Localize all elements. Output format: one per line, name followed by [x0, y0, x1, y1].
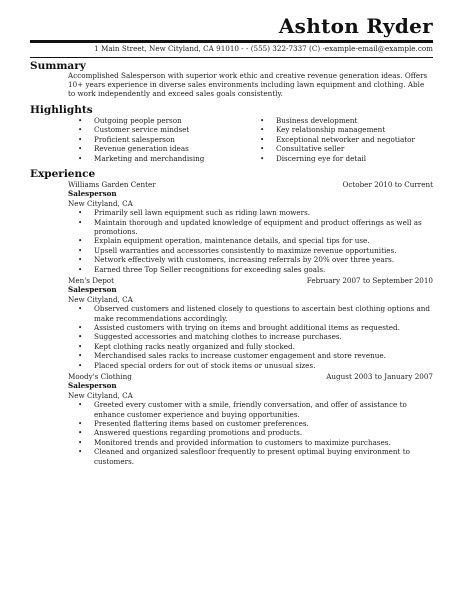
summary-block — [68, 71, 433, 98]
job-bullet: • Greeted every customer with a smile, friendly conversation, and offer of assistance to enhance customer experience and buying opportunities. — [68, 400, 433, 419]
contact-line: 1 Main Street, New Cityland, CA 91010 - - (555) 322-7337 (C) -example-email@example.com — [94, 44, 433, 53]
highlight-item: • Customer service mindset — [68, 125, 204, 134]
highlight-item: • Revenue generation ideas — [68, 144, 204, 153]
highlight-item: • Proficient salesperson — [68, 135, 204, 144]
job-bullet: • Placed special orders for out of stock items or unusual sizes. — [68, 361, 433, 370]
header-rule-thin — [30, 57, 433, 58]
job-bullet: • Maintain thorough and updated knowledge of equipment and product offerings as well as promotions. — [68, 218, 433, 237]
job-location: New Cityland, CA — [68, 390, 133, 400]
job-dates: August 2003 to January 2007 — [326, 372, 433, 381]
job-company: Men's Depot — [68, 276, 115, 285]
job-location: New Cityland, CA — [68, 198, 133, 208]
highlight-item: • Marketing and merchandising — [68, 154, 204, 163]
job-entry — [68, 276, 433, 370]
job-position: Salesperson — [68, 285, 117, 295]
job-company: Moody's Clothing — [68, 372, 132, 381]
candidate-name: Ashton Ryder — [278, 14, 433, 38]
job-bullet: • Explain equipment operation, maintenance details, and special tips for use. — [68, 236, 433, 245]
highlight-item: • Business development — [250, 116, 415, 125]
job-position: Salesperson — [68, 381, 117, 391]
highlight-item: • Consultative seller — [250, 144, 415, 153]
job-bullets — [68, 208, 433, 274]
job-entry — [68, 372, 433, 466]
job-bullets — [68, 400, 433, 466]
job-position: Salesperson — [68, 189, 117, 199]
job-bullet: • Presented flattering items based on customer preferences. — [68, 419, 433, 428]
highlight-item: • Outgoing people person — [68, 116, 204, 125]
job-bullet: • Monitored trends and provided information to customers to maximize purchases. — [68, 438, 433, 447]
job-bullet: • Observed customers and listened closely to questions to ascertain best clothing options and make recommendations accordingly. — [68, 304, 433, 323]
highlights-heading: Highlights — [30, 104, 93, 116]
highlights-left-column — [68, 116, 204, 163]
header-rule-thick — [30, 40, 433, 43]
highlights-right-column — [250, 116, 415, 163]
job-company: Williams Garden Center — [68, 180, 156, 189]
highlight-item: • Key relationship management — [250, 125, 415, 134]
job-bullet: • Earned three Top Seller recognitions for exceeding sales goals. — [68, 265, 433, 274]
job-bullet: • Assisted customers with trying on items and brought additional items as requested. — [68, 323, 433, 332]
job-dates: October 2010 to Current — [342, 180, 433, 189]
job-bullet: • Suggested accessories and matching clothes to increase purchases. — [68, 332, 433, 341]
summary-heading: Summary — [30, 60, 86, 72]
highlight-item: • Discerning eye for detail — [250, 154, 415, 163]
job-bullet: • Kept clothing racks neatly organized and fully stocked. — [68, 342, 433, 351]
job-bullet: • Upsell warranties and accessories consistently to maximize revenue opportunities. — [68, 246, 433, 255]
highlights-block — [68, 116, 433, 166]
job-bullet: • Merchandised sales racks to increase customer engagement and store revenue. — [68, 351, 433, 360]
job-bullet: • Cleaned and organized salesfloor frequently to present optimal buying environment to customers. — [68, 447, 433, 466]
highlight-item: • Exceptional networker and negotiator — [250, 135, 415, 144]
job-bullet: • Network effectively with customers, increasing referrals by 20% over three years. — [68, 255, 433, 264]
summary-text: Accomplished Salesperson with superior work ethic and creative revenue generation ideas. Offers 10+ years experience in diverse sales environments including lawn equipment and clothing. Able to work independently and exceed sales goals consistently. — [68, 71, 428, 98]
job-entry — [68, 180, 433, 274]
experience-heading: Experience — [30, 168, 96, 180]
job-bullet: • Primarily sell lawn equipment such as riding lawn mowers. — [68, 208, 433, 217]
job-dates: February 2007 to September 2010 — [306, 276, 433, 285]
job-location: New Cityland, CA — [68, 294, 133, 304]
job-bullet: • Answered questions regarding promotions and products. — [68, 428, 433, 437]
job-bullets — [68, 304, 433, 370]
